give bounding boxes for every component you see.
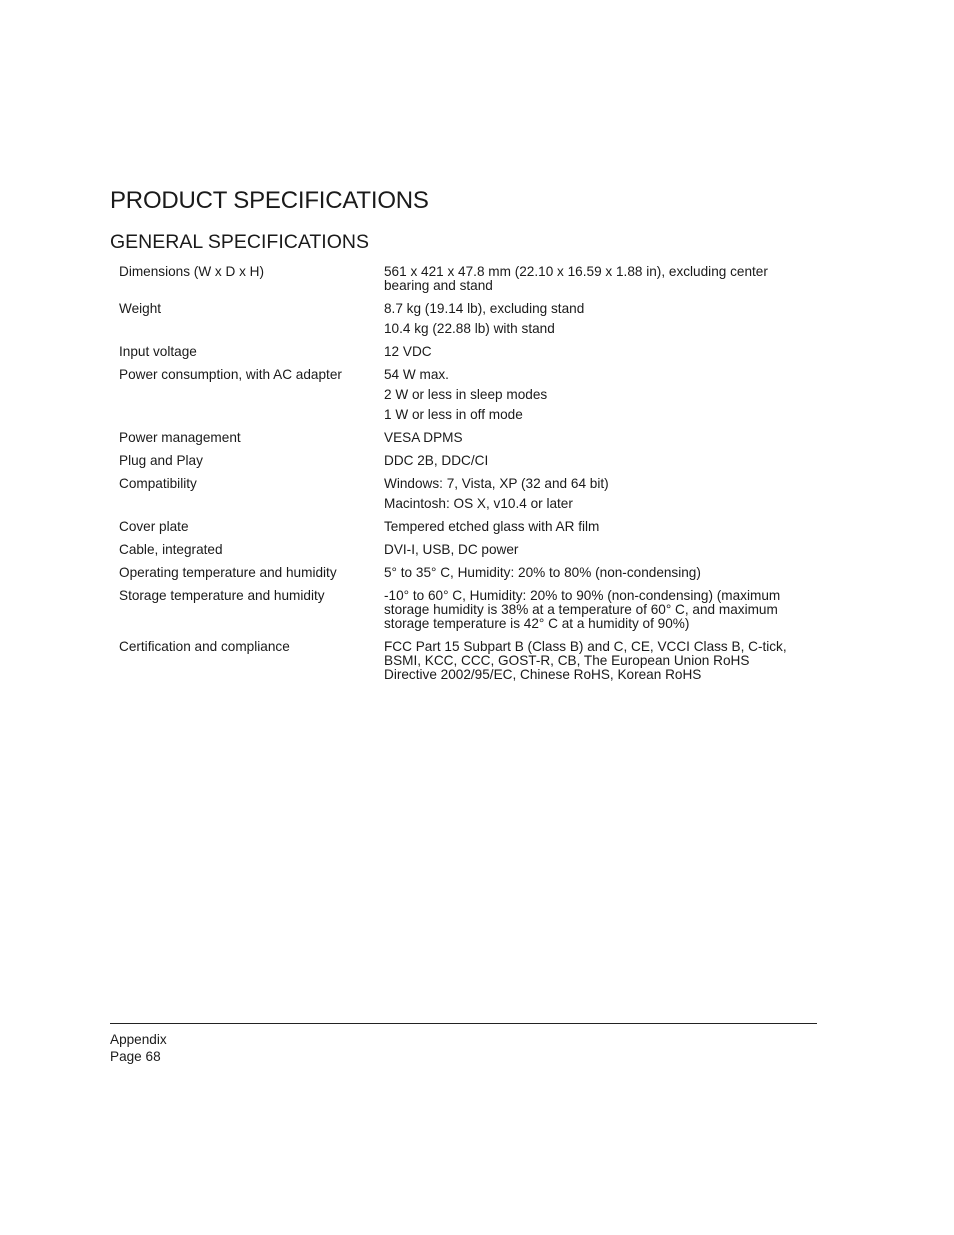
spec-row (119, 639, 819, 682)
spec-value-line: 8.7 kg (19.14 lb), excluding stand (384, 301, 585, 316)
spec-row (119, 301, 819, 336)
spec-value-line: Windows: 7, Vista, XP (32 and 64 bit) (384, 476, 609, 491)
footer-divider (110, 1023, 817, 1024)
spec-value-line: Tempered etched glass with AR film (384, 519, 600, 534)
spec-value-line: FCC Part 15 Subpart B (Class B) and C, CE, VCCI Class B, C-tick, BSMI, KCC, CCC, GOST-R, CB, The European Union RoHS Directive 2002/95/EC, Chinese RoHS, Korean RoHS (384, 639, 787, 682)
spec-label: Weight (119, 301, 162, 316)
spec-value (384, 476, 804, 511)
spec-row (119, 344, 819, 359)
spec-row (119, 264, 819, 293)
spec-row (119, 542, 819, 557)
spec-value-line: DVI-I, USB, DC power (384, 542, 519, 557)
spec-value-line: DDC 2B, DDC/CI (384, 453, 489, 468)
spec-value (384, 264, 804, 293)
footer-page-number: Page 68 (110, 1049, 161, 1064)
spec-value-line: 1 W or less in off mode (384, 407, 523, 422)
spec-row (119, 588, 819, 631)
spec-value-line: -10° to 60° C, Humidity: 20% to 90% (non-condensing) (maximum storage humidity is 38% at a temperature of 60° C, and maximum storage temperature is 42° C at a humidity of 90%) (384, 588, 781, 631)
spec-value-line: 12 VDC (384, 344, 432, 359)
spec-value-line: 561 x 421 x 47.8 mm (22.10 x 16.59 x 1.88 in), excluding center bearing and stand (384, 264, 768, 293)
footer-section: Appendix (110, 1032, 167, 1047)
spec-row (119, 476, 819, 511)
spec-value-line: Macintosh: OS X, v10.4 or later (384, 496, 573, 511)
spec-value-line: 10.4 kg (22.88 lb) with stand (384, 321, 555, 336)
spec-value (384, 301, 804, 336)
spec-value (384, 430, 804, 445)
spec-label: Power consumption, with AC adapter (119, 367, 342, 382)
spec-value (384, 453, 804, 468)
spec-value (384, 565, 804, 580)
spec-row (119, 453, 819, 468)
page-footer (110, 1031, 167, 1065)
spec-table (119, 264, 819, 690)
spec-value (384, 344, 804, 359)
spec-label: Input voltage (119, 344, 197, 359)
page-title: PRODUCT SPECIFICATIONS (110, 187, 429, 214)
spec-label: Cable, integrated (119, 542, 223, 557)
spec-row (119, 565, 819, 580)
spec-value (384, 367, 804, 422)
spec-label: Compatibility (119, 476, 197, 491)
spec-label: Operating temperature and humidity (119, 565, 337, 580)
spec-label: Cover plate (119, 519, 189, 534)
spec-label: Storage temperature and humidity (119, 588, 325, 603)
spec-value (384, 519, 804, 534)
spec-label: Power management (119, 430, 241, 445)
spec-value (384, 588, 804, 631)
spec-label: Plug and Play (119, 453, 203, 468)
spec-label: Certification and compliance (119, 639, 290, 654)
spec-row (119, 519, 819, 534)
section-title: GENERAL SPECIFICATIONS (110, 231, 369, 253)
spec-value-line: 54 W max. (384, 367, 449, 382)
spec-value-line: 5° to 35° C, Humidity: 20% to 80% (non-condensing) (384, 565, 701, 580)
spec-label: Dimensions (W x D x H) (119, 264, 265, 279)
spec-value-line: VESA DPMS (384, 430, 463, 445)
spec-value (384, 542, 804, 557)
spec-row (119, 430, 819, 445)
spec-value (384, 639, 804, 682)
spec-value-line: 2 W or less in sleep modes (384, 387, 548, 402)
spec-row (119, 367, 819, 422)
